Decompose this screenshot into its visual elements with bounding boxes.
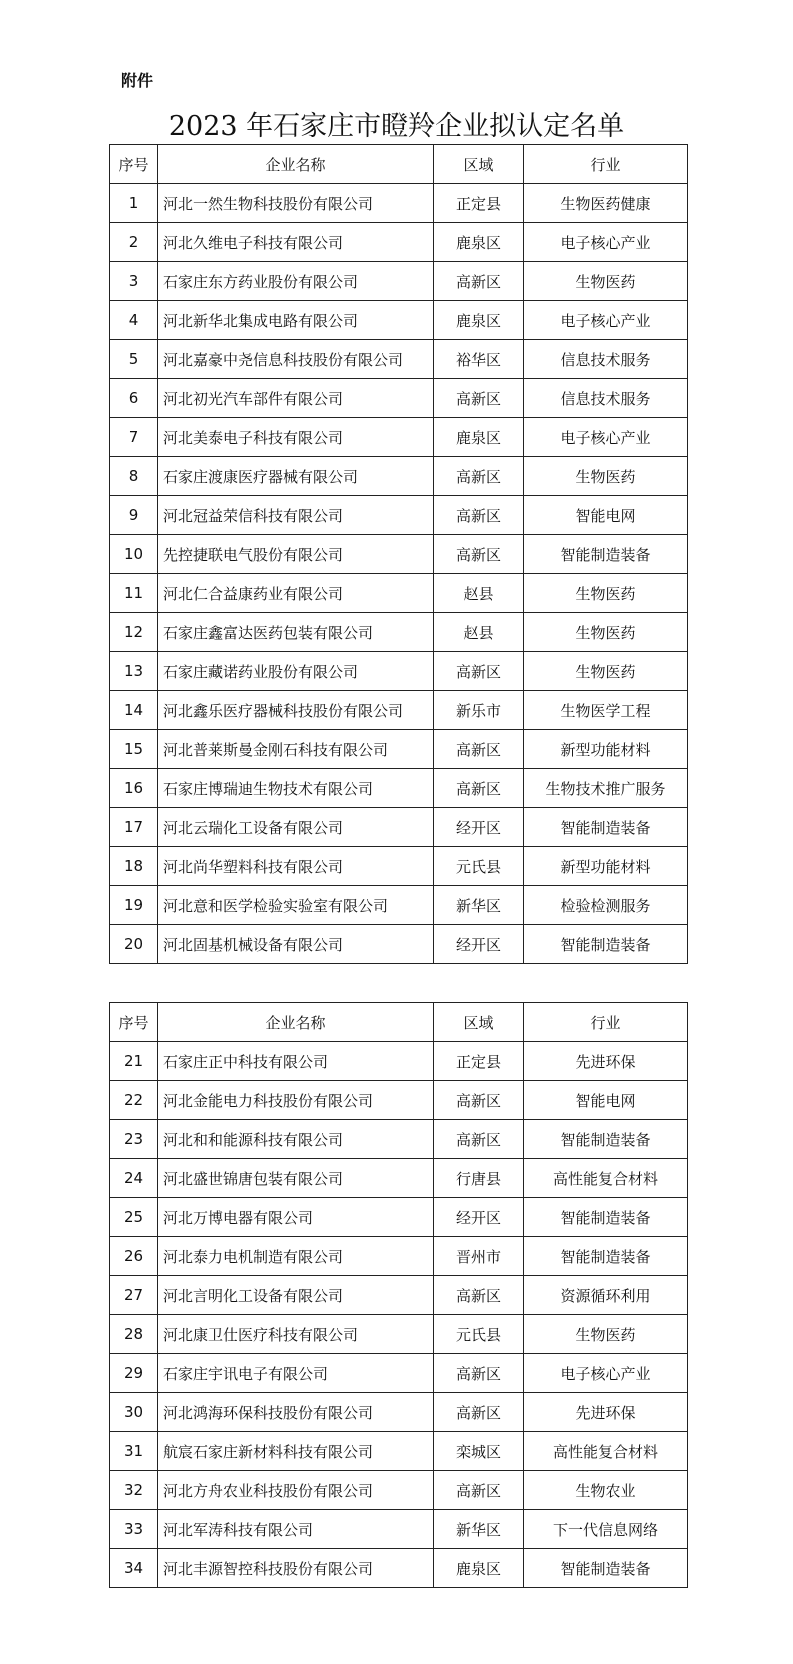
header-name: 企业名称: [158, 1003, 434, 1042]
cell-no: 18: [110, 847, 158, 886]
cell-no: 19: [110, 886, 158, 925]
cell-industry: 生物医药: [524, 574, 688, 613]
cell-no: 3: [110, 262, 158, 301]
cell-company-name: 河北一然生物科技股份有限公司: [158, 184, 434, 223]
table-row: [110, 1276, 688, 1315]
cell-industry: 生物医药: [524, 652, 688, 691]
cell-company-name: 河北盛世锦唐包装有限公司: [158, 1159, 434, 1198]
cell-no: 10: [110, 535, 158, 574]
cell-no: 12: [110, 613, 158, 652]
cell-industry: 高性能复合材料: [524, 1432, 688, 1471]
cell-industry: 智能电网: [524, 496, 688, 535]
cell-company-name: 河北尚华塑料科技有限公司: [158, 847, 434, 886]
cell-region: 鹿泉区: [434, 1549, 524, 1588]
table-row: [110, 457, 688, 496]
cell-region: 晋州市: [434, 1237, 524, 1276]
table-row: [110, 496, 688, 535]
cell-industry: 智能制造装备: [524, 1549, 688, 1588]
cell-region: 高新区: [434, 457, 524, 496]
cell-no: 32: [110, 1471, 158, 1510]
cell-no: 16: [110, 769, 158, 808]
cell-industry: 下一代信息网络: [524, 1510, 688, 1549]
table-row: [110, 1042, 688, 1081]
cell-region: 赵县: [434, 613, 524, 652]
cell-industry: 智能制造装备: [524, 1237, 688, 1276]
cell-industry: 先进环保: [524, 1042, 688, 1081]
cell-company-name: 河北嘉豪中尧信息科技股份有限公司: [158, 340, 434, 379]
cell-no: 30: [110, 1393, 158, 1432]
cell-region: 新乐市: [434, 691, 524, 730]
cell-region: 高新区: [434, 1120, 524, 1159]
cell-no: 25: [110, 1198, 158, 1237]
cell-industry: 生物医学工程: [524, 691, 688, 730]
cell-region: 元氏县: [434, 847, 524, 886]
cell-company-name: 河北丰源智控科技股份有限公司: [158, 1549, 434, 1588]
cell-company-name: 河北和和能源科技有限公司: [158, 1120, 434, 1159]
cell-industry: 生物医药: [524, 262, 688, 301]
cell-industry: 生物医药: [524, 613, 688, 652]
cell-region: 裕华区: [434, 340, 524, 379]
cell-no: 26: [110, 1237, 158, 1276]
cell-industry: 智能制造装备: [524, 1120, 688, 1159]
cell-no: 11: [110, 574, 158, 613]
cell-company-name: 河北鑫乐医疗器械科技股份有限公司: [158, 691, 434, 730]
cell-region: 高新区: [434, 1276, 524, 1315]
cell-region: 新华区: [434, 1510, 524, 1549]
cell-no: 14: [110, 691, 158, 730]
table-row: [110, 1237, 688, 1276]
cell-company-name: 河北泰力电机制造有限公司: [158, 1237, 434, 1276]
cell-industry: 信息技术服务: [524, 340, 688, 379]
table-row: [110, 379, 688, 418]
table-row: [110, 340, 688, 379]
table-row: [110, 925, 688, 964]
cell-region: 元氏县: [434, 1315, 524, 1354]
header-region: 区域: [434, 1003, 524, 1042]
table-row: [110, 613, 688, 652]
table-row: [110, 808, 688, 847]
cell-no: 29: [110, 1354, 158, 1393]
cell-region: 赵县: [434, 574, 524, 613]
cell-industry: 电子核心产业: [524, 223, 688, 262]
cell-region: 高新区: [434, 1081, 524, 1120]
cell-company-name: 河北美泰电子科技有限公司: [158, 418, 434, 457]
cell-region: 正定县: [434, 1042, 524, 1081]
cell-region: 高新区: [434, 769, 524, 808]
table-row: [110, 691, 688, 730]
cell-region: 正定县: [434, 184, 524, 223]
cell-company-name: 河北初光汽车部件有限公司: [158, 379, 434, 418]
cell-no: 34: [110, 1549, 158, 1588]
cell-no: 33: [110, 1510, 158, 1549]
table-row: [110, 1081, 688, 1120]
cell-company-name: 河北冠益荣信科技有限公司: [158, 496, 434, 535]
cell-industry: 生物技术推广服务: [524, 769, 688, 808]
cell-region: 经开区: [434, 925, 524, 964]
cell-region: 栾城区: [434, 1432, 524, 1471]
cell-company-name: 石家庄宇讯电子有限公司: [158, 1354, 434, 1393]
attachment-label: 附件: [121, 71, 154, 90]
cell-region: 高新区: [434, 496, 524, 535]
cell-no: 4: [110, 301, 158, 340]
table-row: [110, 1393, 688, 1432]
cell-company-name: 河北久维电子科技有限公司: [158, 223, 434, 262]
cell-no: 2: [110, 223, 158, 262]
cell-company-name: 河北言明化工设备有限公司: [158, 1276, 434, 1315]
cell-industry: 高性能复合材料: [524, 1159, 688, 1198]
table-row: [110, 262, 688, 301]
cell-industry: 生物农业: [524, 1471, 688, 1510]
header-industry: 行业: [524, 1003, 688, 1042]
cell-region: 鹿泉区: [434, 418, 524, 457]
table-row: [110, 1471, 688, 1510]
cell-company-name: 石家庄东方药业股份有限公司: [158, 262, 434, 301]
cell-region: 鹿泉区: [434, 223, 524, 262]
table-row: [110, 1549, 688, 1588]
table-row: [110, 847, 688, 886]
cell-company-name: 石家庄渡康医疗器械有限公司: [158, 457, 434, 496]
cell-no: 31: [110, 1432, 158, 1471]
cell-company-name: 河北万博电器有限公司: [158, 1198, 434, 1237]
cell-industry: 智能制造装备: [524, 1198, 688, 1237]
table-header-row: [110, 1003, 688, 1042]
table-row: [110, 1315, 688, 1354]
cell-no: 22: [110, 1081, 158, 1120]
cell-company-name: 河北康卫仕医疗科技有限公司: [158, 1315, 434, 1354]
cell-company-name: 石家庄藏诺药业股份有限公司: [158, 652, 434, 691]
table-row: [110, 418, 688, 457]
cell-region: 鹿泉区: [434, 301, 524, 340]
cell-no: 27: [110, 1276, 158, 1315]
header-region: 区域: [434, 145, 524, 184]
cell-region: 高新区: [434, 1393, 524, 1432]
table-row: [110, 769, 688, 808]
cell-no: 5: [110, 340, 158, 379]
cell-region: 经开区: [434, 808, 524, 847]
cell-region: 高新区: [434, 1354, 524, 1393]
table-row: [110, 1120, 688, 1159]
table-row: [110, 1354, 688, 1393]
page-title: 2023 年石家庄市瞪羚企业拟认定名单: [168, 111, 625, 142]
cell-company-name: 河北金能电力科技股份有限公司: [158, 1081, 434, 1120]
cell-region: 新华区: [434, 886, 524, 925]
header-industry: 行业: [524, 145, 688, 184]
cell-company-name: 先控捷联电气股份有限公司: [158, 535, 434, 574]
cell-no: 7: [110, 418, 158, 457]
cell-company-name: 河北军涛科技有限公司: [158, 1510, 434, 1549]
cell-no: 1: [110, 184, 158, 223]
header-no: 序号: [110, 1003, 158, 1042]
cell-no: 6: [110, 379, 158, 418]
table-row: [110, 574, 688, 613]
cell-company-name: 河北新华北集成电路有限公司: [158, 301, 434, 340]
cell-industry: 电子核心产业: [524, 301, 688, 340]
table-row: [110, 1159, 688, 1198]
cell-region: 高新区: [434, 379, 524, 418]
cell-no: 20: [110, 925, 158, 964]
table-row: [110, 1432, 688, 1471]
header-no: 序号: [110, 145, 158, 184]
cell-industry: 新型功能材料: [524, 847, 688, 886]
cell-region: 经开区: [434, 1198, 524, 1237]
cell-region: 行唐县: [434, 1159, 524, 1198]
enterprise-table-1: [109, 144, 688, 964]
cell-company-name: 航宸石家庄新材料科技有限公司: [158, 1432, 434, 1471]
cell-industry: 先进环保: [524, 1393, 688, 1432]
cell-industry: 智能电网: [524, 1081, 688, 1120]
cell-industry: 新型功能材料: [524, 730, 688, 769]
cell-company-name: 河北鸿海环保科技股份有限公司: [158, 1393, 434, 1432]
cell-region: 高新区: [434, 535, 524, 574]
cell-no: 21: [110, 1042, 158, 1081]
cell-industry: 电子核心产业: [524, 418, 688, 457]
cell-industry: 检验检测服务: [524, 886, 688, 925]
cell-region: 高新区: [434, 730, 524, 769]
table-row: [110, 1198, 688, 1237]
table-row: [110, 886, 688, 925]
table-header-row: [110, 145, 688, 184]
cell-industry: 生物医药: [524, 1315, 688, 1354]
enterprise-table-2: [109, 1002, 688, 1588]
cell-company-name: 河北云瑞化工设备有限公司: [158, 808, 434, 847]
cell-company-name: 河北普莱斯曼金刚石科技有限公司: [158, 730, 434, 769]
cell-industry: 信息技术服务: [524, 379, 688, 418]
cell-company-name: 石家庄正中科技有限公司: [158, 1042, 434, 1081]
cell-industry: 智能制造装备: [524, 808, 688, 847]
cell-no: 8: [110, 457, 158, 496]
cell-no: 15: [110, 730, 158, 769]
table-row: [110, 730, 688, 769]
cell-region: 高新区: [434, 262, 524, 301]
cell-region: 高新区: [434, 1471, 524, 1510]
cell-company-name: 河北意和医学检验实验室有限公司: [158, 886, 434, 925]
header-name: 企业名称: [158, 145, 434, 184]
cell-company-name: 石家庄博瑞迪生物技术有限公司: [158, 769, 434, 808]
cell-industry: 生物医药: [524, 457, 688, 496]
cell-industry: 电子核心产业: [524, 1354, 688, 1393]
table-row: [110, 652, 688, 691]
cell-no: 9: [110, 496, 158, 535]
cell-industry: 生物医药健康: [524, 184, 688, 223]
cell-no: 28: [110, 1315, 158, 1354]
cell-no: 24: [110, 1159, 158, 1198]
cell-company-name: 河北固基机械设备有限公司: [158, 925, 434, 964]
table-row: [110, 184, 688, 223]
cell-industry: 智能制造装备: [524, 925, 688, 964]
cell-industry: 资源循环利用: [524, 1276, 688, 1315]
cell-no: 17: [110, 808, 158, 847]
table-row: [110, 535, 688, 574]
cell-industry: 智能制造装备: [524, 535, 688, 574]
table-row: [110, 301, 688, 340]
cell-company-name: 河北方舟农业科技股份有限公司: [158, 1471, 434, 1510]
table-row: [110, 1510, 688, 1549]
cell-region: 高新区: [434, 652, 524, 691]
cell-no: 13: [110, 652, 158, 691]
cell-no: 23: [110, 1120, 158, 1159]
cell-company-name: 河北仁合益康药业有限公司: [158, 574, 434, 613]
table-row: [110, 223, 688, 262]
cell-company-name: 石家庄鑫富达医药包装有限公司: [158, 613, 434, 652]
